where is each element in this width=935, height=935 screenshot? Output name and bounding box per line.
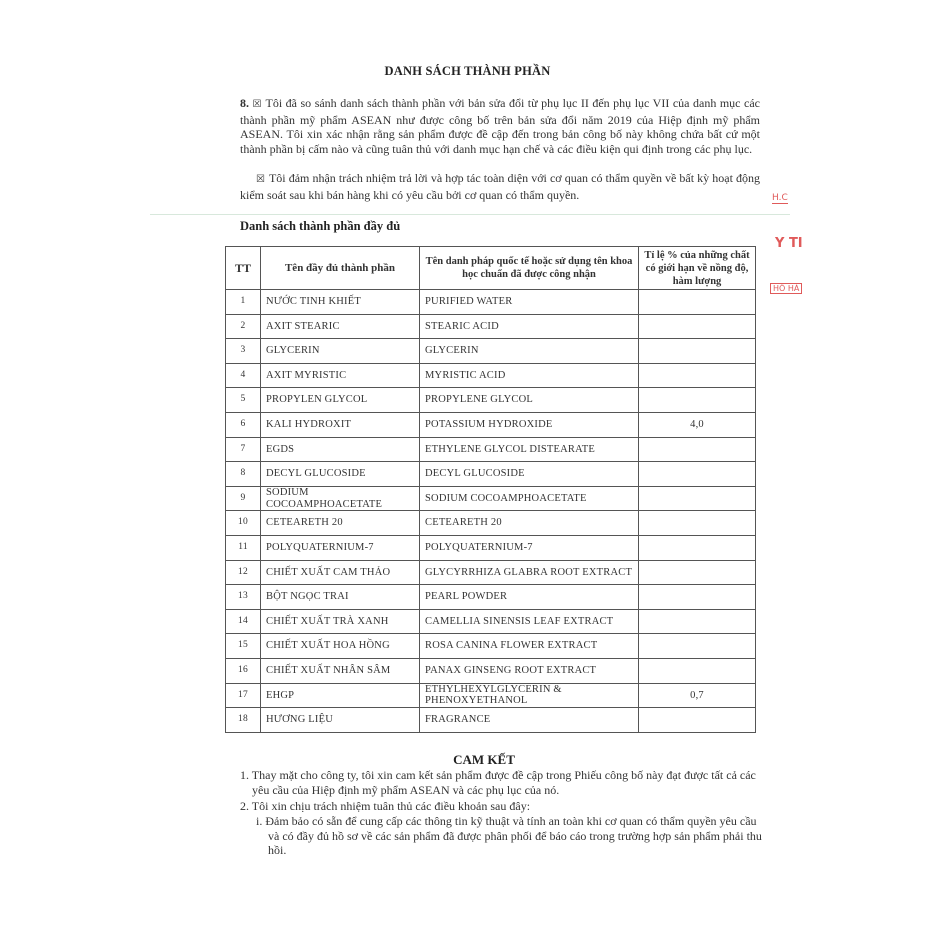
commitment-item-2-i: i. Đảm bảo có sẵn để cung cấp các thông tin kỹ thuật và tính an toàn khi cơ quan có thẩm quyền yêu cầu và có đầy đủ hồ sơ về các sản phẩm đã được phân phối để báo cáo trong trường hợp sản phẩm phải thu hồi. [256, 814, 762, 857]
ingredient-name: AXIT STEARIC [261, 314, 420, 339]
ingredient-name: CHIẾT XUẤT NHÂN SÂM [261, 658, 420, 683]
ingredient-name: CETEARETH 20 [261, 511, 420, 536]
scan-line [150, 214, 790, 215]
concentration [639, 585, 756, 610]
table-row [226, 462, 756, 487]
table-row [226, 486, 756, 511]
ingredient-name: CHIẾT XUẤT TRÀ XANH [261, 609, 420, 634]
row-number: 16 [226, 658, 261, 683]
inci-name: PURIFIED WATER [420, 290, 639, 315]
concentration [639, 535, 756, 560]
ingredient-name: EGDS [261, 437, 420, 462]
ingredient-name: CHIẾT XUẤT CAM THẢO [261, 560, 420, 585]
table-row [226, 314, 756, 339]
inci-name: ETHYLHEXYLGLYCERIN & PHENOXYETHANOL [420, 683, 639, 708]
concentration [639, 609, 756, 634]
header-ratio: Tỉ lệ % của những chất có giới hạn về nồng độ, hàm lượng [639, 247, 756, 290]
inci-name: PROPYLENE GLYCOL [420, 388, 639, 413]
inci-name: POTASSIUM HYDROXIDE [420, 412, 639, 437]
inci-name: FRAGRANCE [420, 708, 639, 733]
row-number: 12 [226, 560, 261, 585]
concentration [639, 708, 756, 733]
concentration [639, 462, 756, 487]
concentration [639, 314, 756, 339]
ingredient-name: SODIUM COCOAMPHOACETATE [261, 486, 420, 511]
concentration [639, 658, 756, 683]
concentration [639, 363, 756, 388]
ingredient-name: EHGP [261, 683, 420, 708]
header-inci-name: Tên danh pháp quốc tế hoặc sử dụng tên khoa học chuẩn đã được công nhận [420, 247, 639, 290]
stamp-mark: Y TI [775, 236, 803, 251]
row-number: 18 [226, 708, 261, 733]
inci-name: ROSA CANINA FLOWER EXTRACT [420, 634, 639, 659]
clause-number: 8. [240, 96, 249, 110]
row-number: 14 [226, 609, 261, 634]
row-number: 4 [226, 363, 261, 388]
clause-8-text: Tôi đã so sánh danh sách thành phần với bản sửa đổi từ phụ lục II đến phụ lục VII của danh mục các thành phần mỹ phẩm ASEAN như được công bố trên bản sửa đổi năm 2019 của Hiệp định mỹ phẩm ASEAN. Tôi xin xác nhận rằng sản phẩm được đề cập đến trong bản công bố này không chứa bất cứ một thành phần bị cấm nào và cũng tuân thủ với danh mục hạn chế và các điều kiện qui định trong các phụ lục. [240, 96, 760, 156]
table-row [226, 290, 756, 315]
row-number: 10 [226, 511, 261, 536]
stamp-mark: H.C [772, 193, 788, 203]
table-row [226, 585, 756, 610]
table-heading: Danh sách thành phần đầy đủ [240, 219, 401, 233]
ingredient-name: GLYCERIN [261, 339, 420, 364]
concentration [639, 339, 756, 364]
concentration [639, 437, 756, 462]
page-title: DANH SÁCH THÀNH PHẦN [384, 64, 551, 78]
table-row [226, 609, 756, 634]
table-row [226, 683, 756, 708]
concentration [639, 511, 756, 536]
stamp-mark: HÔ HÀ [770, 283, 802, 294]
commitment-title: CAM KẾT [453, 752, 515, 767]
ingredient-name: KALI HYDROXIT [261, 412, 420, 437]
ingredient-name: POLYQUATERNIUM-7 [261, 535, 420, 560]
inci-name: PEARL POWDER [420, 585, 639, 610]
ingredient-name: CHIẾT XUẤT HOA HỒNG [261, 634, 420, 659]
ingredient-name: AXIT MYRISTIC [261, 363, 420, 388]
commitment-item-2: 2. Tôi xin chịu trách nhiệm tuân thủ các điều khoản sau đây: [240, 799, 531, 813]
header-tt: TT [226, 247, 261, 290]
concentration: 4,0 [639, 412, 756, 437]
concentration [639, 388, 756, 413]
table-row [226, 634, 756, 659]
concentration [639, 634, 756, 659]
inci-name: ETHYLENE GLYCOL DISTEARATE [420, 437, 639, 462]
ingredient-name: DECYL GLUCOSIDE [261, 462, 420, 487]
clause-8-responsibility [240, 171, 760, 202]
commitment-item-1: 1. Thay mặt cho công ty, tôi xin cam kết sản phẩm được đề cập trong Phiếu công bố này đạt được tất cả các yêu cầu của Hiệp định mỹ phẩm ASEAN và các phụ lục của nó. [240, 768, 756, 797]
ingredient-name: NƯỚC TINH KHIẾT [261, 290, 420, 315]
responsibility-text: Tôi đảm nhận trách nhiệm trả lời và hợp tác toàn diện với cơ quan có thẩm quyền về bất kỳ hoạt động kiểm soát sau khi bán hàng khi có yêu cầu bởi cơ quan có thẩm quyền. [240, 171, 760, 202]
row-number: 9 [226, 486, 261, 511]
inci-name: CETEARETH 20 [420, 511, 639, 536]
row-number: 5 [226, 388, 261, 413]
inci-name: CAMELLIA SINENSIS LEAF EXTRACT [420, 609, 639, 634]
clause-8 [240, 96, 760, 156]
checkbox-checked-icon: ☒ [252, 99, 262, 110]
concentration [639, 560, 756, 585]
concentration: 0,7 [639, 683, 756, 708]
inci-name: PANAX GINSENG ROOT EXTRACT [420, 658, 639, 683]
table-row [226, 535, 756, 560]
table-row [226, 511, 756, 536]
table-row [226, 658, 756, 683]
row-number: 17 [226, 683, 261, 708]
table-row [226, 412, 756, 437]
table-row [226, 708, 756, 733]
row-number: 3 [226, 339, 261, 364]
table-row [226, 363, 756, 388]
concentration [639, 486, 756, 511]
row-number: 1 [226, 290, 261, 315]
inci-name: MYRISTIC ACID [420, 363, 639, 388]
inci-name: POLYQUATERNIUM-7 [420, 535, 639, 560]
table-row [226, 560, 756, 585]
table-row [226, 339, 756, 364]
row-number: 2 [226, 314, 261, 339]
checkbox-checked-icon: ☒ [256, 174, 265, 185]
row-number: 8 [226, 462, 261, 487]
inci-name: SODIUM COCOAMPHOACETATE [420, 486, 639, 511]
row-number: 13 [226, 585, 261, 610]
table-row [226, 437, 756, 462]
row-number: 7 [226, 437, 261, 462]
ingredient-name: BỘT NGỌC TRAI [261, 585, 420, 610]
row-number: 6 [226, 412, 261, 437]
ingredient-name: PROPYLEN GLYCOL [261, 388, 420, 413]
concentration [639, 290, 756, 315]
row-number: 15 [226, 634, 261, 659]
inci-name: GLYCYRRHIZA GLABRA ROOT EXTRACT [420, 560, 639, 585]
row-number: 11 [226, 535, 261, 560]
inci-name: STEARIC ACID [420, 314, 639, 339]
table-header-row [226, 247, 756, 290]
inci-name: GLYCERIN [420, 339, 639, 364]
header-full-name: Tên đầy đủ thành phần [261, 247, 420, 290]
ingredient-name: HƯƠNG LIỆU [261, 708, 420, 733]
table-body [226, 290, 756, 733]
table-row [226, 388, 756, 413]
ingredient-table [225, 246, 756, 733]
inci-name: DECYL GLUCOSIDE [420, 462, 639, 487]
